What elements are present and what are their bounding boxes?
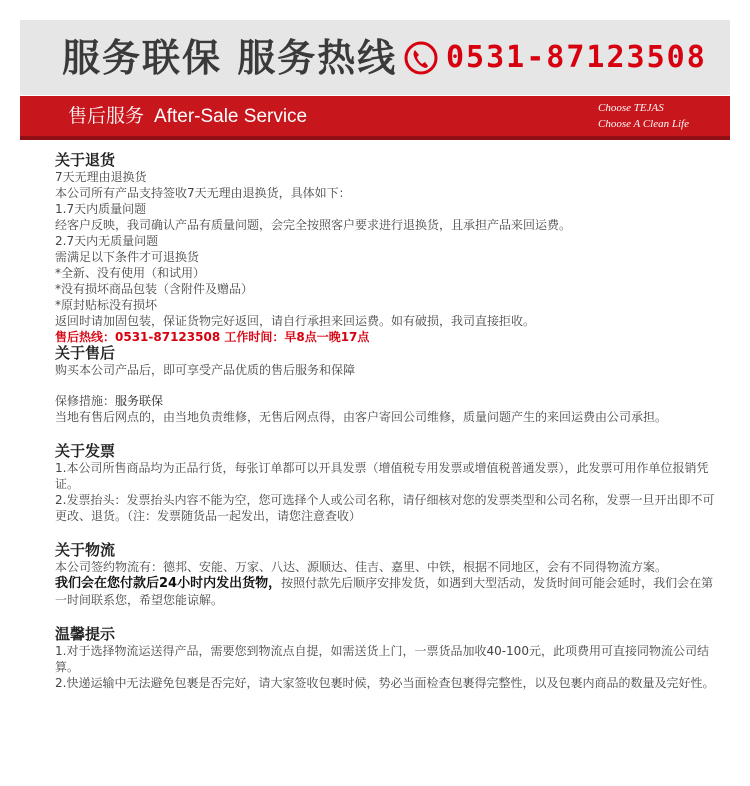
returns-line: *没有损坏商品包装（含附件及赠品） [55,282,254,296]
tips-heading: 温馨提示 [55,625,116,643]
warranty-value: 服务联保 [115,394,164,408]
returns-line: 经客户反映，我司确认产品有质量问题，会完全按照客户要求进行退换货，且承担产品来回运费。 [55,218,572,232]
returns-line: 1.7天内质量问题 [55,202,147,216]
returns-line: 7天无理由退换货 [55,170,147,184]
slogan-1: Choose TEJAS [598,102,664,114]
returns-line: 本公司所有产品支持签收7天无理由退换货，具体如下： [55,186,351,200]
returns-section [55,152,715,345]
slogan-2: Choose A Clean Life [598,118,689,130]
tips-item: 2.快递运输中无法避免包裹是否完好，请大家签收包裹时候，势必当面检查包裹得完整性，以及包裹内商品的数量及完好性。 [55,676,715,690]
aftersale-heading: 关于售后 [55,344,116,362]
aftersale-section [55,345,715,425]
banner-title [68,102,307,131]
banner-title-cn: 售后服务 [68,105,145,127]
logistics-line: 本公司签约物流有：德邦、安能、万家、八达、源顺达、佳吉、嘉里、中铁，根据不同地区，会有不同得物流方案。 [55,560,668,574]
tips-item: 1.对于选择物流运送得产品，需要您到物流点自提，如需送货上门，一票货品加收40-100元，此项费用可直接同物流公司结算。 [55,644,709,674]
hotline-number[interactable]: 0531-87123508 [446,40,707,75]
banner-title-en: After-Sale Service [154,106,308,127]
warranty-measure [55,393,715,409]
banner-strip [20,136,730,140]
after-sale-banner [20,96,730,136]
returns-line: 2.7天内无质量问题 [55,234,159,248]
invoice-item: 2.发票抬头：发票抬头内容不能为空，您可选择个人或公司名称，请仔细核对您的发票类型和公司名称，发票一旦开出即不可更改、退货。（注：发票随货品一起发出，请您注意查收） [55,493,715,523]
returns-line: *原封贴标没有损坏 [55,298,158,312]
returns-hotline: 售后热线：0531-87123508 工作时间：早8点一晚17点 [55,330,370,344]
aftersale-line: 购买本公司产品后，即可享受产品优质的售后服务和保障 [55,363,356,377]
invoice-section [55,443,715,524]
warranty-label: 保修措施： [55,394,116,408]
returns-line: 返回时请加固包装，保证货物完好返回，请自行承担来回运费。如有破损，我司直接拒收。 [55,314,536,328]
logistics-heading: 关于物流 [55,541,116,559]
policy-content [55,152,715,691]
returns-heading: 关于退货 [55,151,116,169]
invoice-item: 1.本公司所售商品均为正品行货，每张订单都可以开具发票（增值税专用发票或增值税普通发票），此发票可用作单位报销凭证。 [55,461,709,491]
returns-line: 需满足以下条件才可退换货 [55,250,200,264]
phone-icon [403,40,439,76]
hotline-title: 服务联保 服务热线 [62,36,398,80]
returns-line: *全新、没有使用（和试用） [55,266,206,280]
warranty-desc: 当地有售后网点的，由当地负责维修，无售后网点得，由客户寄回公司维修，质量问题产生的来回运费由公司承担。 [55,410,668,424]
logistics-emphasis: 我们会在您付款后24小时内发出货物， [55,576,282,591]
logistics-rest: 按照付款先后顺序安排发货，如遇到大型活动，发货时间可能会延时，我们会在第一时间联系您，希望您能谅解。 [55,576,714,607]
invoice-heading: 关于发票 [55,442,116,460]
banner-slogans [598,100,689,132]
logistics-promise [55,575,715,608]
tips-section [55,626,715,691]
logistics-section [55,542,715,608]
